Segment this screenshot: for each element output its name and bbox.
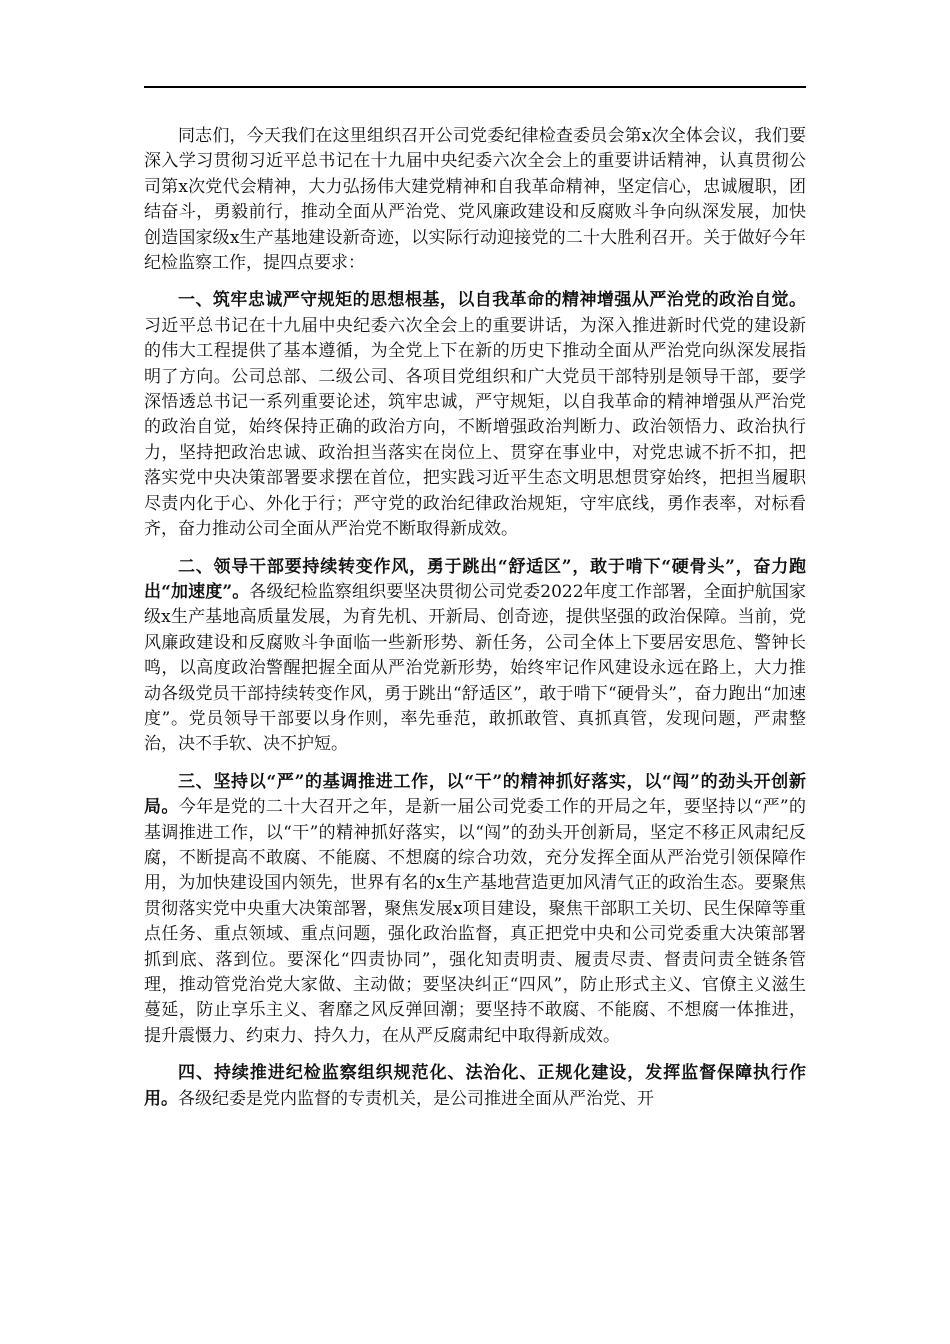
paragraph-point-4 — [144, 1061, 806, 1112]
header-rule — [144, 86, 806, 88]
paragraph-body: 习近平总书记在十九届中央纪委六次全会上的重要讲话，为深入推进新时代党的建设新的伟大工程提供了基本遵循，为全党上下在新的历史下推动全面从严治党向纵深发展指明了方向。公司总部、二级公司、各项目党组织和广大党员干部特别是领导干部，要学深悟透总书记一系列重要论述，筑牢忠诚，严守规矩，以自我革命的精神增强从严治党的政治自觉，始终保持正确的政治方向，不断增强政治判断力、政治领悟力、政治执行力，坚持把政治忠诚、政治担当落实在岗位上、贯穿在事业中，对党忠诚不折不扣，把落实党中央决策部署要求摆在首位，把实践习近平生态文明思想贯穿始终，把担当履职尽责内化于心、外化于行；严守党的政治纪律政治规矩，守牢底线，勇作表率，对标看齐，奋力推动公司全面从严治党不断取得新成效。 — [144, 315, 806, 540]
paragraph-lead: 二、领导干部要持续转变作风，勇于跳出“舒适区”，敢于啃下“硬骨头”，奋力跑出“加速度”。 — [144, 556, 806, 602]
paragraph-body: 各级纪检监察组织要坚决贯彻公司党委2022年度工作部署，全面护航国家级x生产基地高质量发展，为育先机、开新局、创奇迹，提供坚强的政治保障。当前，党风廉政建设和反腐败斗争面临一些新形势、新任务，公司全体上下要居安思危、警钟长鸣，以高度政治警醒把握全面从严治党新形势，始终牢记作风建设永远在路上，大力推动各级党员干部持续转变作风，勇于跳出“舒适区”，敢于啃下“硬骨头”，奋力跑出“加速度”。党员领导干部要以身作则，率先垂范，敢抓敢管、真抓真管，发现问题，严肃整治，决不手软、决不护短。 — [144, 581, 807, 755]
paragraph-body: 同志们，今天我们在这里组织召开公司党委纪律检查委员会第x次全体会议，我们要深入学习贯彻习近平总书记在十九届中央纪委六次全会上的重要讲话精神，认真贯彻公司第x次党代会精神，大力弘扬伟大建党精神和自我革命精神，坚定信心，忠诚履职，团结奋斗，勇毅前行，推动全面从严治党、党风廉政建设和反腐败斗争向纵深发展，加快创造国家级x生产基地建设新奇迹，以实际行动迎接党的二十大胜利召开。关于做好今年纪检监察工作，提四点要求： — [144, 126, 806, 274]
paragraph-point-1 — [144, 288, 806, 542]
paragraph-point-2 — [144, 555, 806, 758]
paragraph-body: 今年是党的二十大召开之年，是新一届公司党委工作的开局之年，要坚持以“严”的基调推进工作，以“干”的精神抓好落实，以“闯”的劲头开创新局，坚定不移正风肃纪反腐，不断提高不敢腐、不能腐、不想腐的综合功效，充分发挥全面从严治党引领保障作用，为加快建设国内领先，世界有名的x生产基地营造更加风清气正的政治生态。要聚焦贯彻落实党中央重大决策部署，聚焦发展x项目建设，聚焦干部职工关切、民生保障等重点任务、重点领域、重点问题，强化政治监督，真正把党中央和公司党委重大决策部署抓到底、落到位。要深化“四责协同”，强化知责明责、履责尽责、督责问责全链条管理，推动管党治党大家做、主动做；要坚决纠正“四风”，防止形式主义、官僚主义滋生蔓延，防止享乐主义、奢靡之风反弹回潮；要坚持不敢腐、不能腐、不想腐一体推进，提升震慑力、约束力、持久力，在从严反腐肃纪中取得新成效。 — [144, 797, 806, 1046]
paragraph-intro — [144, 124, 806, 276]
paragraph-lead: 四、持续推进纪检监察组织规范化、法治化、正规化建设，发挥监督保障执行作用。 — [144, 1063, 806, 1109]
paragraph-point-3 — [144, 770, 806, 1049]
paragraph-lead: 一、筑牢忠诚严守规矩的思想根基，以自我革命的精神增强从严治党的政治自觉。 — [178, 290, 806, 311]
document-body — [144, 124, 806, 1124]
paragraph-lead: 三、坚持以“严”的基调推进工作，以“干”的精神抓好落实，以“闯”的劲头开创新局。 — [144, 771, 806, 818]
paragraph-body: 各级纪委是党内监督的专责机关，是公司推进全面从严治党、开 — [178, 1088, 654, 1109]
